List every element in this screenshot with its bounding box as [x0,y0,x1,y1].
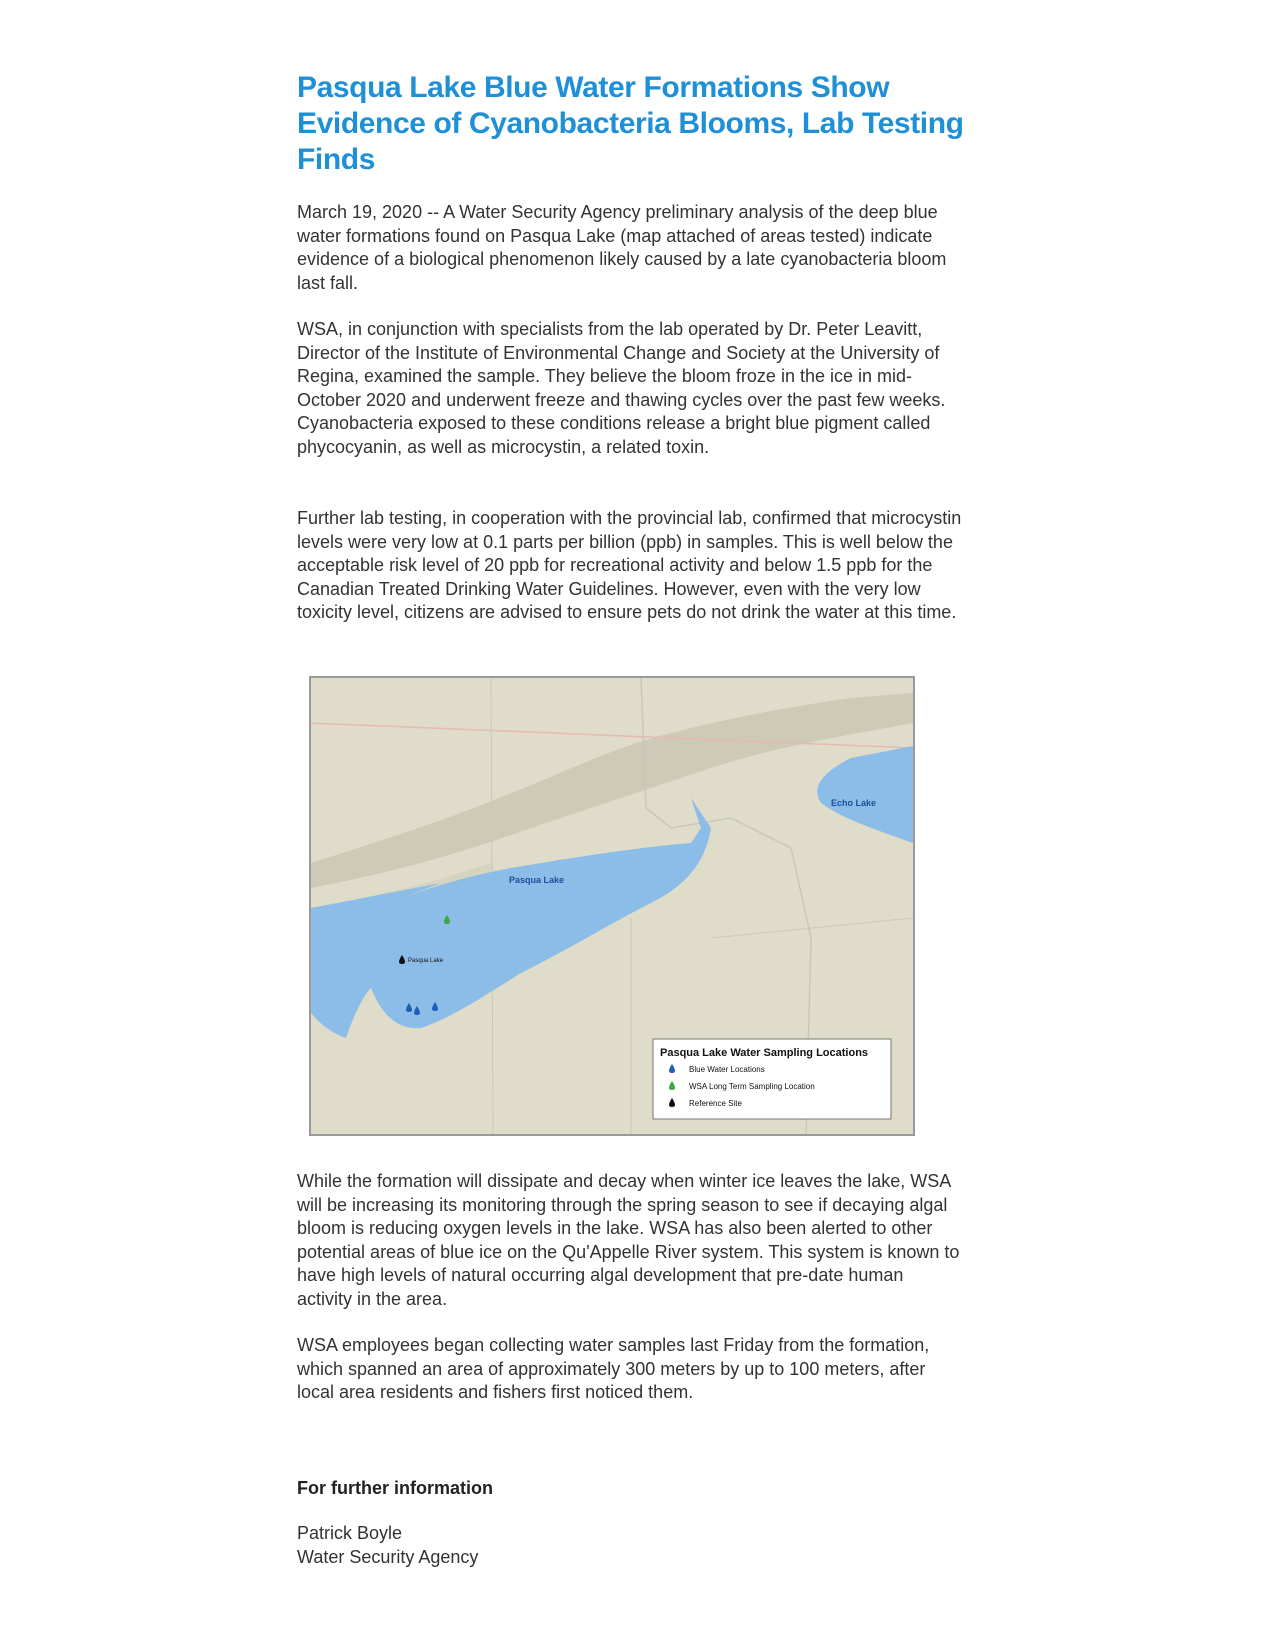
paragraph-5: WSA employees began collecting water samples last Friday from the formation, which spanned an area of approximately 300 meters by up to 100 meters, after local area residents and fishers first noticed them. [297,1335,930,1402]
legend-item-blue-water: Blue Water Locations [689,1065,765,1074]
sampling-locations-map [309,676,915,1136]
contact-name: Patrick Boyle [297,1523,403,1543]
map-legend [653,1039,891,1119]
legend-item-reference: Reference Site [689,1099,742,1108]
paragraph-1: March 19, 2020 -- A Water Security Agency preliminary analysis of the deep blue water formations found on Pasqua Lake (map attached of areas tested) indicate evidence of a biological phenomenon likely caused by a late cyanobacteria bloom last fall. [297,202,947,293]
contact-block [297,1522,478,1569]
legend-title: Pasqua Lake Water Sampling Locations [660,1047,869,1059]
paragraph-4: While the formation will dissipate and decay when winter ice leaves the lake, WSA will be increasing its monitoring through the spring season to see if decaying algal bloom is reducing oxygen levels in the lake. WSA has also been alerted to other potential areas of blue ice on the Qu'Appelle River system. This system is known to have high levels of natural occurring algal development that pre-date human activity in the area. [297,1171,960,1309]
echo-lake-label: Echo Lake [831,798,877,808]
map-graphic [311,678,913,1134]
article [297,70,977,178]
paragraph-2: WSA, in conjunction with specialists from the lab operated by Dr. Peter Leavitt, Director of the Institute of Environmental Change and Society at the University of Regina, examined the sample. They believe the bloom froze in the ice in mid-October 2020 and underwent freeze and thawing cycles over the past few weeks. Cyanobacteria exposed to these conditions release a bright blue pigment called phycocyanin, as well as microcystin, a related toxin. [297,319,946,457]
pasqua-lake-label: Pasqua Lake [509,875,565,885]
reference-site-label: Pasqua Lake [408,958,444,964]
legend-item-long-term: WSA Long Term Sampling Location [689,1082,815,1091]
paragraph-3: Further lab testing, in cooperation with the provincial lab, confirmed that microcystin levels were very low at 0.1 parts per billion (ppb) in samples. This is well below the acceptable risk level of 20 ppb for recreational activity and below 1.5 ppb for the Canadian Treated Drinking Water Guidelines. However, even with the very low toxicity level, citizens are advised to ensure pets do not drink the water at this time. [297,508,962,622]
contact-organization: Water Security Agency [297,1546,479,1567]
article-title: Pasqua Lake Blue Water Formations Show Evidence of Cyanobacteria Blooms, Lab Testing Finds [297,71,964,176]
further-information-heading: For further information [297,1478,493,1498]
